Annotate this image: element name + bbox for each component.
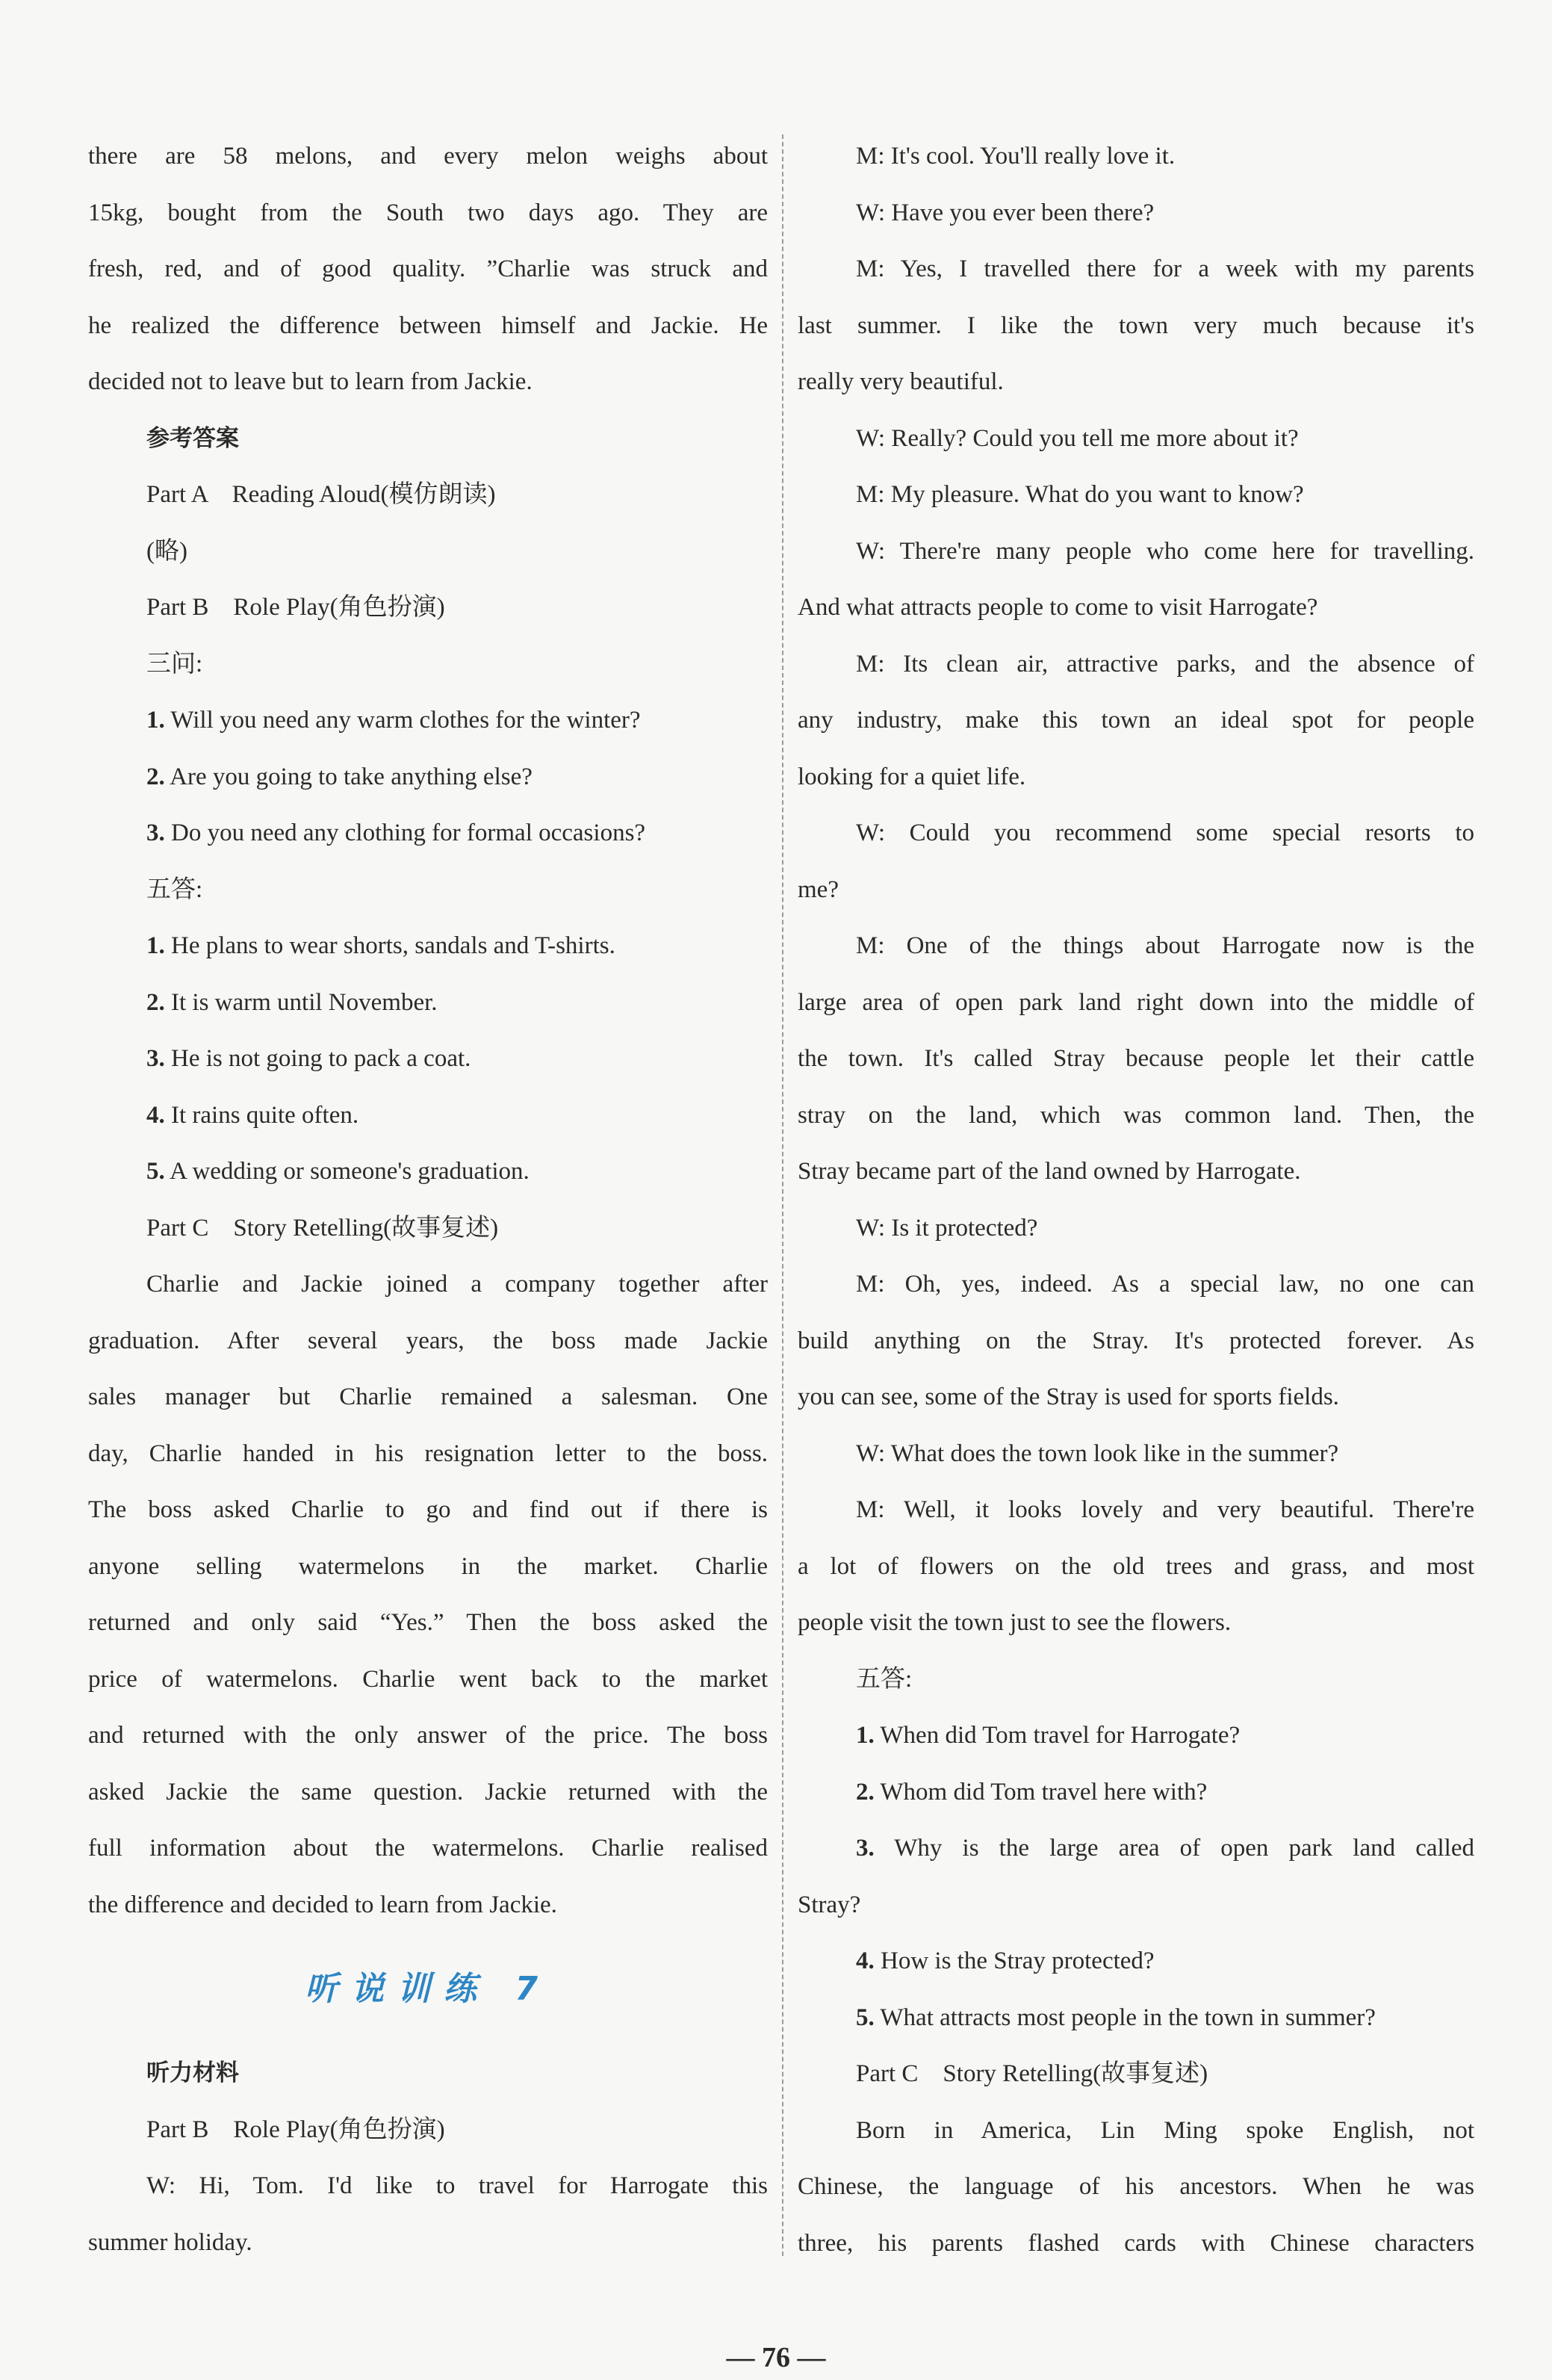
- line-text: the difference and decided to learn from Jackie.: [88, 1891, 557, 1918]
- text-line: [88, 298, 768, 355]
- line-text: the town. It's called Stray because people let their cattle: [798, 1045, 1474, 1072]
- text-line: [88, 1313, 768, 1370]
- line-text: (略): [146, 537, 187, 565]
- line-text: W: What does the town look like in the summer?: [856, 1440, 1339, 1467]
- line-text: sales manager but Charlie remained a salesman. One: [88, 1383, 768, 1410]
- column-divider: [782, 134, 783, 2256]
- text-line: [798, 636, 1474, 693]
- line-text: large area of open park land right down into the middle of: [798, 988, 1474, 1016]
- line-text: M: My pleasure. What do you want to know?: [856, 481, 1304, 508]
- line-text: Part B Role Play(角色扮演): [146, 594, 445, 621]
- text-line: [88, 128, 768, 185]
- line-text: The boss asked Charlie to go and find out if there is: [88, 1496, 768, 1523]
- item-number: 1.: [146, 932, 165, 959]
- line-text: 参考答案: [146, 424, 239, 452]
- text-line: [798, 1595, 1474, 1652]
- text-line: [88, 354, 768, 411]
- item-number: 3.: [146, 819, 165, 846]
- text-line: [798, 1652, 1474, 1708]
- text-line: [798, 2159, 1474, 2216]
- text-line: [798, 1933, 1474, 1990]
- item-number: 4.: [856, 1947, 875, 1974]
- line-text: three, his parents flashed cards with Chinese characters: [798, 2229, 1474, 2257]
- line-text: Charlie and Jackie joined a company together after: [146, 1271, 768, 1298]
- line-text: you can see, some of the Stray is used for sports fields.: [798, 1383, 1339, 1410]
- text-line: [798, 1144, 1474, 1200]
- text-line: [88, 1256, 768, 1313]
- line-text: M: Its clean air, attractive parks, and the absence of: [856, 650, 1474, 678]
- line-text: W: Could you recommend some special resorts to: [856, 819, 1474, 846]
- text-line: [798, 467, 1474, 524]
- text-line: [88, 805, 768, 862]
- line-text: day, Charlie handed in his resignation letter to the boss.: [88, 1440, 768, 1467]
- text-line: [798, 1990, 1474, 2047]
- line-text: there are 58 melons, and every melon weighs about: [88, 143, 768, 170]
- text-line: [88, 1369, 768, 1426]
- line-text: graduation. After several years, the boss made Jackie: [88, 1327, 768, 1354]
- text-line: [798, 2216, 1474, 2272]
- text-line: [798, 1764, 1474, 1821]
- line-text: anyone selling watermelons in the market. Charlie: [88, 1552, 768, 1580]
- text-line: [88, 241, 768, 298]
- text-line: [88, 1820, 768, 1877]
- line-text: Stray became part of the land owned by Harrogate.: [798, 1158, 1301, 1185]
- line-text: W: Have you ever been there?: [856, 199, 1155, 226]
- text-line: [798, 128, 1474, 185]
- line-text: M: It's cool. You'll really love it.: [856, 143, 1176, 170]
- line-text: W: Is it protected?: [856, 1214, 1038, 1242]
- item-number: 1.: [856, 1722, 875, 1749]
- text-line: [798, 1200, 1474, 1257]
- line-text: Part C Story Retelling(故事复述): [856, 2060, 1208, 2087]
- line-text: returned and only said “Yes.” Then the boss asked the: [88, 1609, 768, 1636]
- line-text: Born in America, Lin Ming spoke English, not: [856, 2116, 1474, 2144]
- item-number: 5.: [146, 1158, 165, 1185]
- line-text: W: Really? Could you tell me more about it?: [856, 424, 1299, 452]
- text-line: [798, 1426, 1474, 1483]
- left-text-block-after-title: [88, 2045, 768, 2271]
- line-text: fresh, red, and of good quality. ”Charlie was struck and: [88, 255, 768, 282]
- line-text: W: There're many people who come here for travelling.: [856, 537, 1474, 565]
- text-line: [88, 1144, 768, 1200]
- text-line: [798, 411, 1474, 468]
- text-line: [798, 1820, 1474, 1877]
- line-text: What attracts most people in the town in summer?: [874, 2004, 1376, 2031]
- line-text: W: Hi, Tom. I'd like to travel for Harrogate this: [146, 2172, 768, 2199]
- item-number: 2.: [146, 763, 165, 790]
- text-line: [798, 1088, 1474, 1144]
- text-line: [88, 467, 768, 524]
- line-text: He is not going to pack a coat.: [164, 1045, 471, 1072]
- line-text: 五答:: [146, 876, 203, 903]
- line-text: really very beautiful.: [798, 368, 1004, 395]
- line-text: M: Oh, yes, indeed. As a special law, no one can: [856, 1271, 1474, 1298]
- line-text: price of watermelons. Charlie went back to the market: [88, 1665, 768, 1693]
- left-text-block: [88, 128, 768, 1933]
- line-text: M: Well, it looks lovely and very beautiful. There're: [856, 1496, 1474, 1523]
- text-line: [88, 185, 768, 242]
- item-number: 2.: [146, 988, 165, 1016]
- line-text: Chinese, the language of his ancestors. When he was: [798, 2173, 1474, 2200]
- text-line: [798, 2046, 1474, 2103]
- line-text: decided not to leave but to learn from Jackie.: [88, 368, 533, 395]
- text-line: [798, 2103, 1474, 2160]
- line-text: Part A Reading Aloud(模仿朗读): [146, 481, 496, 508]
- line-text: 三问:: [146, 650, 203, 678]
- text-line: [798, 918, 1474, 975]
- text-line: [88, 1482, 768, 1539]
- line-text: asked Jackie the same question. Jackie returned with the: [88, 1778, 768, 1806]
- line-text: Whom did Tom travel here with?: [874, 1778, 1208, 1806]
- text-line: [88, 580, 768, 636]
- line-text: stray on the land, which was common land. Then, the: [798, 1101, 1474, 1129]
- line-text: A wedding or someone's graduation.: [164, 1158, 530, 1185]
- text-line: [798, 524, 1474, 580]
- line-text: summer holiday.: [88, 2228, 252, 2256]
- text-line: [798, 1369, 1474, 1426]
- line-text: Do you need any clothing for formal occasions?: [164, 819, 646, 846]
- text-line: [88, 1539, 768, 1596]
- text-line: [88, 2158, 768, 2215]
- text-line: [88, 524, 768, 580]
- text-line: [798, 298, 1474, 355]
- text-line: [88, 1764, 768, 1821]
- line-text: M: Yes, I travelled there for a week with my parents: [856, 255, 1474, 282]
- item-number: 5.: [856, 2004, 875, 2031]
- text-line: [88, 2045, 768, 2102]
- text-line: [798, 975, 1474, 1032]
- text-line: [88, 1652, 768, 1708]
- right-text-block: [798, 128, 1474, 2272]
- line-text: any industry, make this town an ideal spot for people: [798, 707, 1474, 734]
- line-text: How is the Stray protected?: [874, 1947, 1155, 1974]
- text-line: [798, 185, 1474, 242]
- text-line: [798, 580, 1474, 636]
- text-line: [88, 636, 768, 693]
- text-line: [88, 1200, 768, 1257]
- text-line: [88, 918, 768, 975]
- text-line: [798, 1877, 1474, 1934]
- line-text: 15kg, bought from the South two days ago. They are: [88, 199, 768, 226]
- text-line: [798, 692, 1474, 749]
- line-text: he realized the difference between himself and Jackie. He: [88, 312, 768, 339]
- text-line: [88, 1595, 768, 1652]
- text-line: [798, 1539, 1474, 1596]
- text-line: [88, 975, 768, 1032]
- line-text: and returned with the only answer of the price. The boss: [88, 1722, 768, 1749]
- line-text: And what attracts people to come to visit Harrogate?: [798, 594, 1318, 621]
- item-number: 1.: [146, 707, 165, 734]
- text-line: [88, 2102, 768, 2159]
- text-line: [798, 354, 1474, 411]
- line-text: looking for a quiet life.: [798, 763, 1026, 790]
- item-number: 2.: [856, 1778, 875, 1806]
- text-line: [88, 1877, 768, 1934]
- line-text: When did Tom travel for Harrogate?: [874, 1722, 1241, 1749]
- section-title: 听说训练 7: [305, 1970, 551, 2008]
- line-text: people visit the town just to see the flowers.: [798, 1609, 1232, 1636]
- line-text: 听力材料: [146, 2060, 239, 2086]
- text-line: [798, 1031, 1474, 1088]
- text-line: [88, 1708, 768, 1764]
- line-text: 五答:: [856, 1665, 913, 1693]
- text-line: [88, 1031, 768, 1088]
- page-number: — 76 —: [726, 2342, 826, 2373]
- text-line: [798, 241, 1474, 298]
- line-text: Will you need any warm clothes for the winter?: [164, 707, 641, 734]
- text-line: [798, 805, 1474, 862]
- line-text: full information about the watermelons. Charlie realised: [88, 1835, 768, 1862]
- line-text: a lot of flowers on the old trees and grass, and most: [798, 1552, 1474, 1580]
- text-line: [798, 1256, 1474, 1313]
- line-text: He plans to wear shorts, sandals and T-shirts.: [164, 932, 615, 959]
- line-text: Part C Story Retelling(故事复述): [146, 1214, 499, 1242]
- line-text: It is warm until November.: [164, 988, 438, 1016]
- line-text: build anything on the Stray. It's protected forever. As: [798, 1327, 1474, 1354]
- text-line: [88, 1088, 768, 1144]
- text-line: [798, 749, 1474, 806]
- right-column: [798, 128, 1474, 2272]
- text-line: [88, 1426, 768, 1483]
- text-line: [88, 692, 768, 749]
- text-line: [798, 862, 1474, 919]
- text-line: [88, 2215, 768, 2272]
- line-text: Are you going to take anything else?: [164, 763, 533, 790]
- item-number: 4.: [146, 1101, 165, 1129]
- text-line: [798, 1313, 1474, 1370]
- line-text: Why is the large area of open park land called: [874, 1835, 1474, 1862]
- line-text: Stray?: [798, 1891, 861, 1918]
- line-text: me?: [798, 876, 839, 903]
- text-line: [798, 1482, 1474, 1539]
- item-number: 3.: [146, 1045, 165, 1072]
- text-line: [88, 749, 768, 806]
- left-column: [88, 128, 768, 2271]
- text-line: [798, 1708, 1474, 1764]
- text-line: [88, 411, 768, 468]
- text-line: [88, 862, 768, 919]
- item-number: 3.: [856, 1835, 875, 1862]
- line-text: It rains quite often.: [164, 1101, 359, 1129]
- line-text: Part B Role Play(角色扮演): [146, 2116, 445, 2143]
- line-text: M: One of the things about Harrogate now is the: [856, 932, 1474, 959]
- line-text: last summer. I like the town very much because it's: [798, 312, 1474, 339]
